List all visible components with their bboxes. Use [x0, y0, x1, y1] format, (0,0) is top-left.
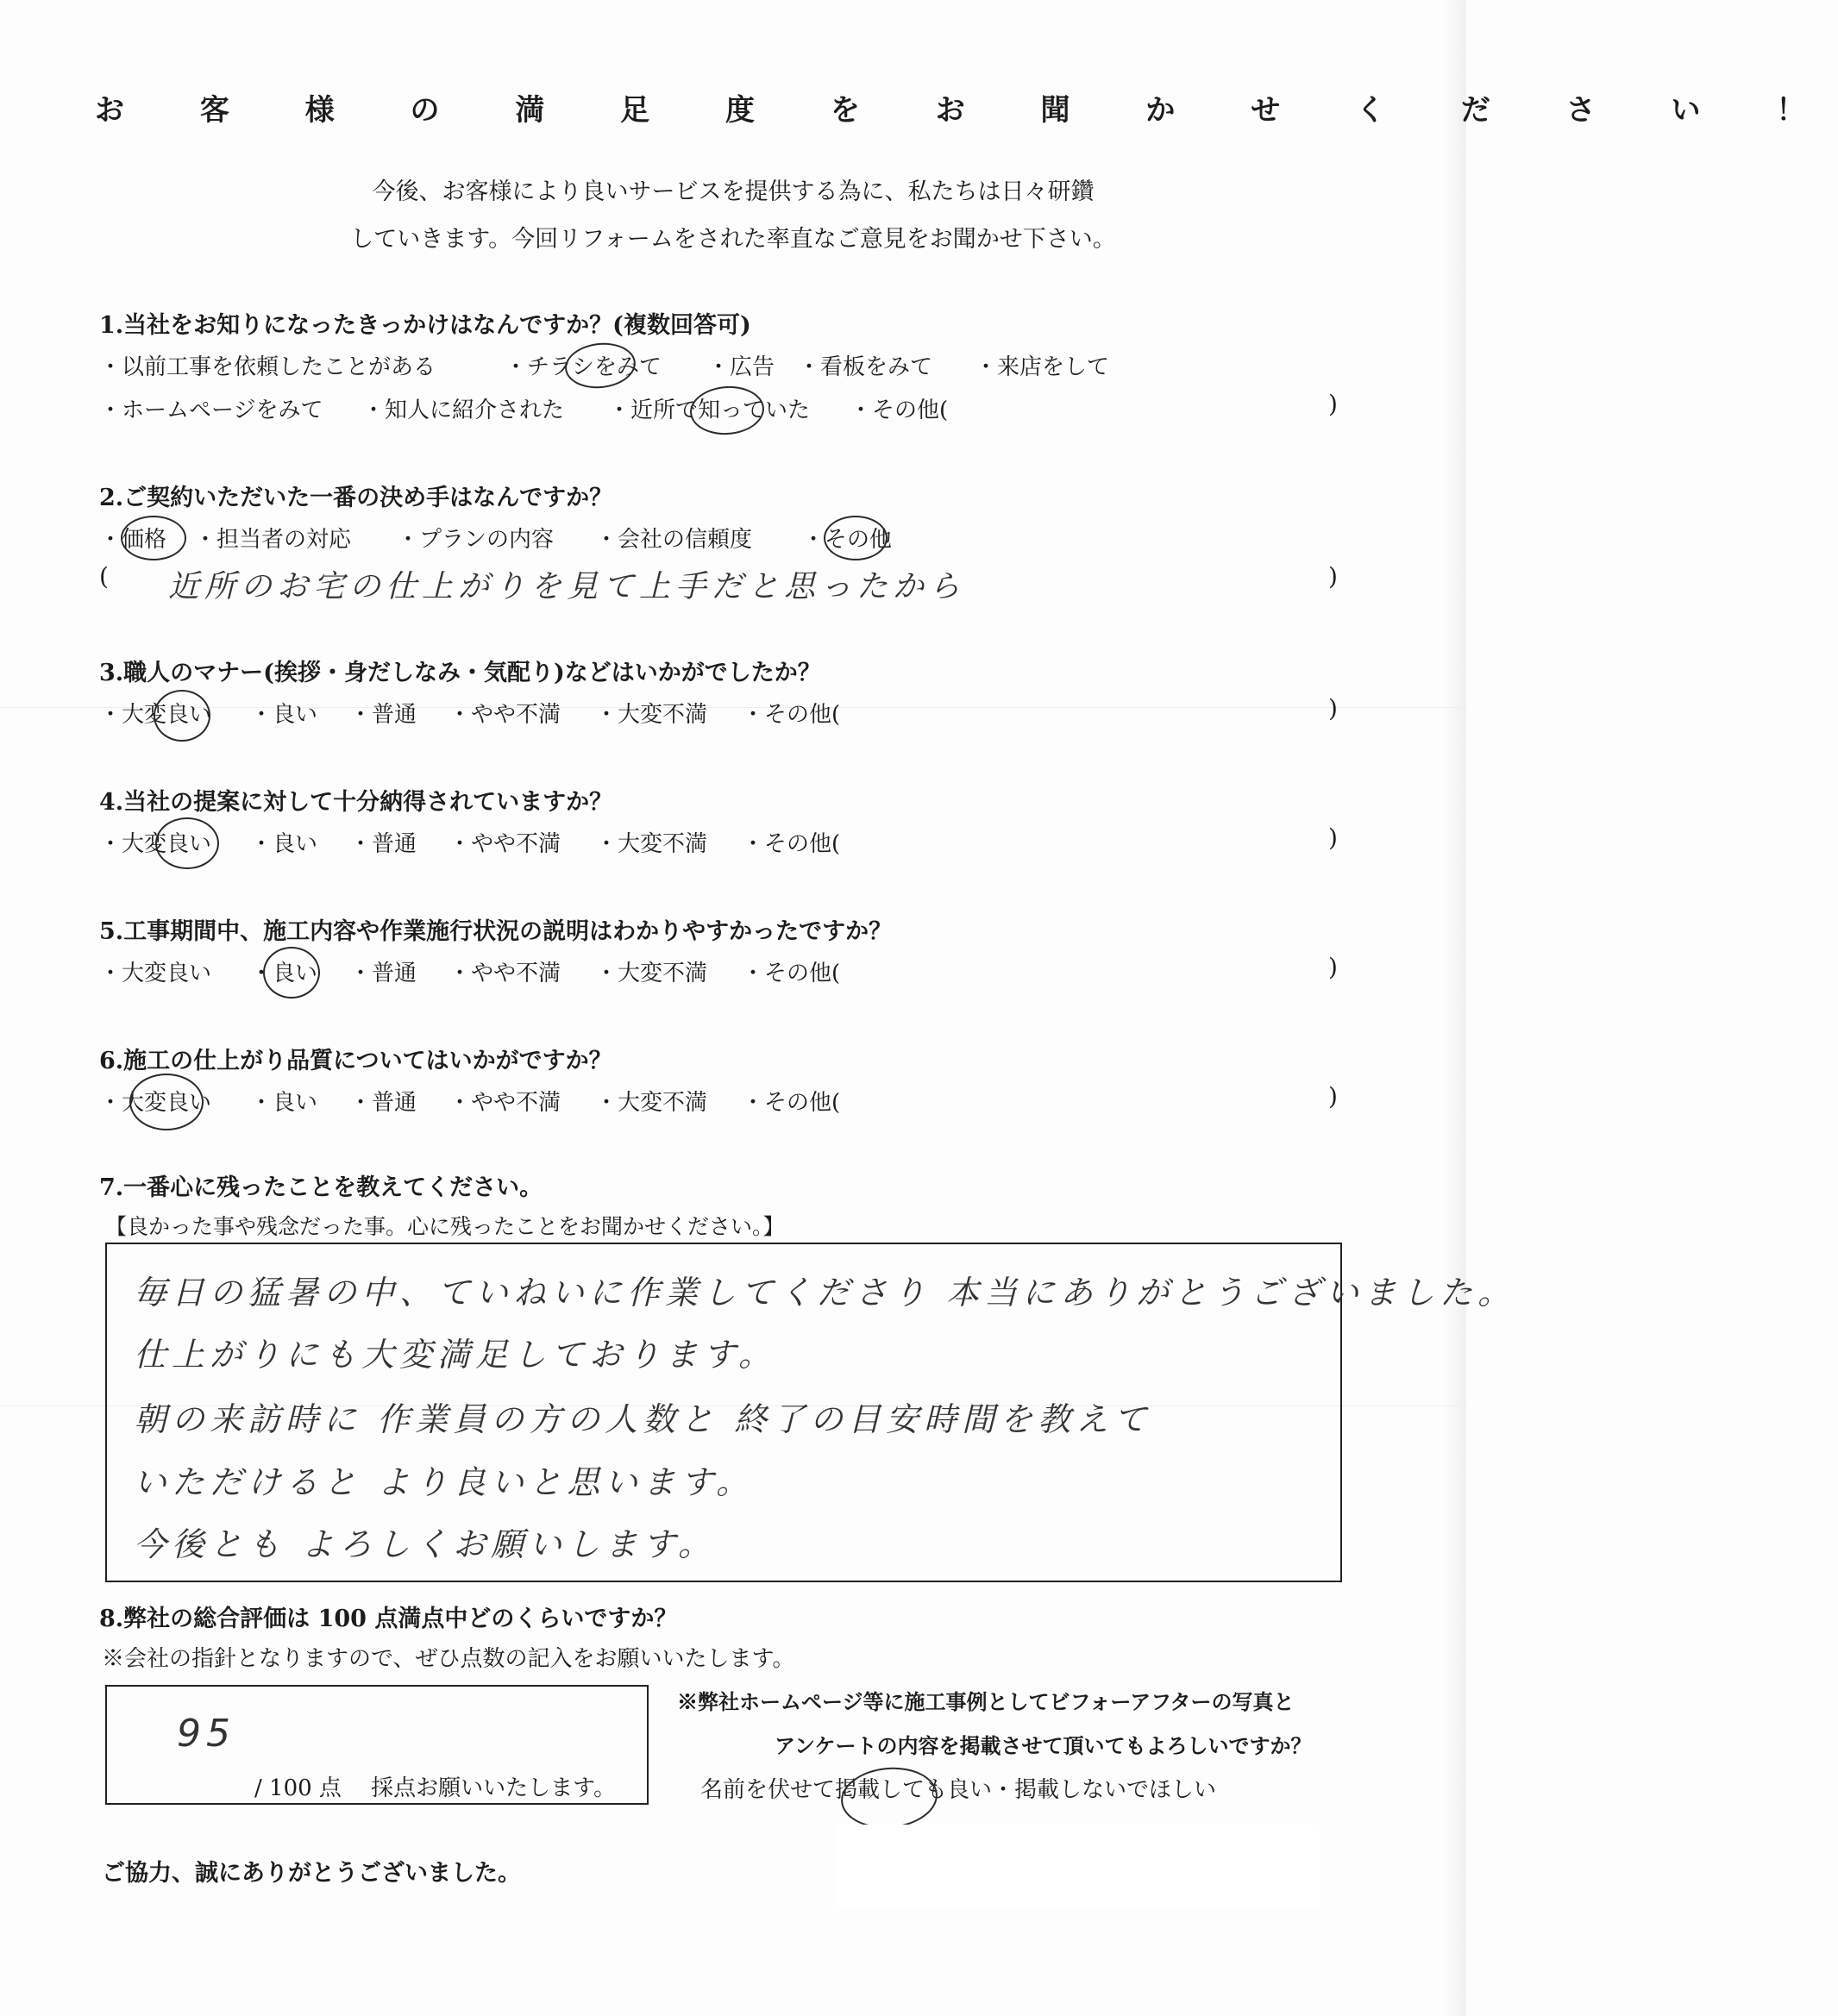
- q6-option[interactable]: ・普通: [349, 1090, 417, 1116]
- q1-option[interactable]: ・近所で知っていた: [608, 398, 811, 423]
- q1-option[interactable]: ・その他(: [850, 398, 949, 423]
- q4-option[interactable]: ・やや不満: [449, 831, 561, 857]
- redacted-area: [837, 1825, 1320, 1907]
- q8-note: ※会社の指針となりますので、ぜひ点数の記入をお願いいたします。: [102, 1646, 795, 1672]
- q5-option[interactable]: ・良い: [250, 961, 318, 986]
- q3-close-paren: ): [1328, 694, 1338, 723]
- q1-close-paren: ): [1328, 390, 1338, 418]
- paper-fold: [0, 707, 1466, 708]
- q1-option[interactable]: ・以前工事を依頼したことがある: [99, 354, 436, 380]
- paper-edge: [1444, 0, 1466, 2016]
- q5-option[interactable]: ・普通: [349, 961, 417, 986]
- q6-question: 6.施工の仕上がり品質についてはいかがですか？: [99, 1048, 612, 1074]
- q7-answer-line: 仕上がりにも大変満足しております。: [134, 1336, 776, 1374]
- q3-option[interactable]: ・良い: [250, 702, 318, 728]
- q2-close-paren: ): [1328, 562, 1338, 591]
- q3-option[interactable]: ・普通: [349, 702, 417, 728]
- q1-option[interactable]: ・広告: [707, 354, 775, 380]
- q1-option[interactable]: ・看板をみて: [798, 354, 933, 380]
- publish-choice[interactable]: 名前を伏せて掲載しても良い・掲載しないでほしい: [700, 1777, 1217, 1803]
- q4-option[interactable]: ・その他(: [742, 831, 841, 857]
- page-title: お 客 様 の 満 足 度 を お 聞 か せ く だ さ い ！: [95, 93, 1838, 128]
- score-value: 95: [177, 1712, 235, 1756]
- q4-option[interactable]: ・大変良い: [99, 831, 212, 857]
- q4-close-paren: ): [1328, 823, 1338, 852]
- q7-question: 7.一番心に残ったことを教えてください。: [99, 1174, 543, 1201]
- q3-option[interactable]: ・大変良い: [99, 702, 212, 728]
- answer-circle: [563, 340, 638, 391]
- q4-option[interactable]: ・大変不満: [595, 831, 708, 857]
- q6-option[interactable]: ・その他(: [742, 1090, 841, 1116]
- q5-option[interactable]: ・大変不満: [595, 961, 708, 986]
- q6-close-paren: ): [1328, 1082, 1338, 1111]
- q1-question: 1.当社をお知りになったきっかけはなんですか？(複数回答可): [99, 312, 751, 339]
- q2-option[interactable]: ・価格: [99, 527, 167, 553]
- q3-question: 3.職人のマナー(挨拶・身だしなみ・気配り)などはいかがでしたか？: [99, 660, 821, 686]
- q3-option[interactable]: ・その他(: [742, 702, 841, 728]
- q7-answer-line: 今後とも よろしくお願いします。: [134, 1525, 717, 1563]
- answer-circle: [121, 516, 186, 560]
- q2-option[interactable]: ・その他: [802, 527, 893, 553]
- q5-close-paren: ): [1328, 953, 1338, 981]
- q7-answer-line: いただけると より良いと思います。: [134, 1463, 755, 1501]
- q4-option[interactable]: ・普通: [349, 831, 417, 857]
- q3-option[interactable]: ・やや不満: [449, 702, 561, 728]
- score-suffix: / 100 点 採点お願いいたします。: [254, 1775, 617, 1801]
- q7-prompt: 【良かった事や残念だった事。心に残ったことをお聞かせください。】: [105, 1214, 785, 1239]
- q1-option[interactable]: ・チラシをみて: [505, 354, 662, 380]
- q6-option[interactable]: ・やや不満: [449, 1090, 561, 1116]
- q2-handwritten-answer: 近所のお宅の仕上がりを見て上手だと思ったから: [168, 569, 966, 604]
- q4-option[interactable]: ・良い: [250, 831, 318, 857]
- q5-question: 5.工事期間中、施工内容や作業施行状況の説明はわかりやすかったですか？: [99, 918, 893, 945]
- q6-option[interactable]: ・大変良い: [99, 1090, 212, 1116]
- q1-option[interactable]: ・ホームページをみて: [99, 398, 323, 423]
- answer-circle: [824, 516, 888, 560]
- q2-option[interactable]: ・会社の信頼度: [595, 527, 753, 553]
- q5-option[interactable]: ・やや不満: [449, 961, 561, 986]
- q1-option[interactable]: ・来店をして: [975, 354, 1110, 380]
- intro-line-1: 今後、お客様により良いサービスを提供する為に、私たちは日々研鑽: [372, 178, 1095, 205]
- q3-option[interactable]: ・大変不満: [595, 702, 708, 728]
- q2-open-paren: (: [99, 562, 109, 591]
- q7-answer-line: 朝の来訪時に 作業員の方の人数と 終了の目安時間を教えて: [134, 1400, 1152, 1438]
- closing-message: ご協力、誠にありがとうございました。: [102, 1860, 521, 1887]
- answer-circle: [129, 1074, 204, 1130]
- publish-question-line-1: ※弊社ホームページ等に施工事例としてビフォーアフターの写真と: [677, 1689, 1295, 1714]
- publish-question-line-2: アンケートの内容を掲載させて頂いてもよろしいですか？: [775, 1733, 1312, 1758]
- answer-circle: [263, 947, 320, 999]
- q5-option[interactable]: ・大変良い: [99, 961, 212, 986]
- q1-option[interactable]: ・知人に紹介された: [362, 398, 565, 423]
- q2-option[interactable]: ・プランの内容: [397, 527, 555, 553]
- answer-circle: [154, 690, 210, 742]
- intro-line-2: していきます。今回リフォームをされた率直なご意見をお聞かせ下さい。: [350, 226, 1116, 253]
- q4-question: 4.当社の提案に対して十分納得されていますか？: [99, 789, 613, 816]
- answer-circle: [155, 817, 219, 869]
- q6-option[interactable]: ・大変不満: [595, 1090, 708, 1116]
- q7-answer-line: 毎日の猛暑の中、ていねいに作業してくださり 本当にありがとうございました。: [134, 1274, 1516, 1312]
- q2-question: 2.ご契約いただいた一番の決め手はなんですか？: [99, 485, 613, 511]
- q2-option[interactable]: ・担当者の対応: [194, 527, 352, 553]
- q5-option[interactable]: ・その他(: [742, 961, 841, 986]
- q8-question: 8.弊社の総合評価は 100 点満点中どのくらいですか？: [99, 1606, 678, 1632]
- q6-option[interactable]: ・良い: [250, 1090, 318, 1116]
